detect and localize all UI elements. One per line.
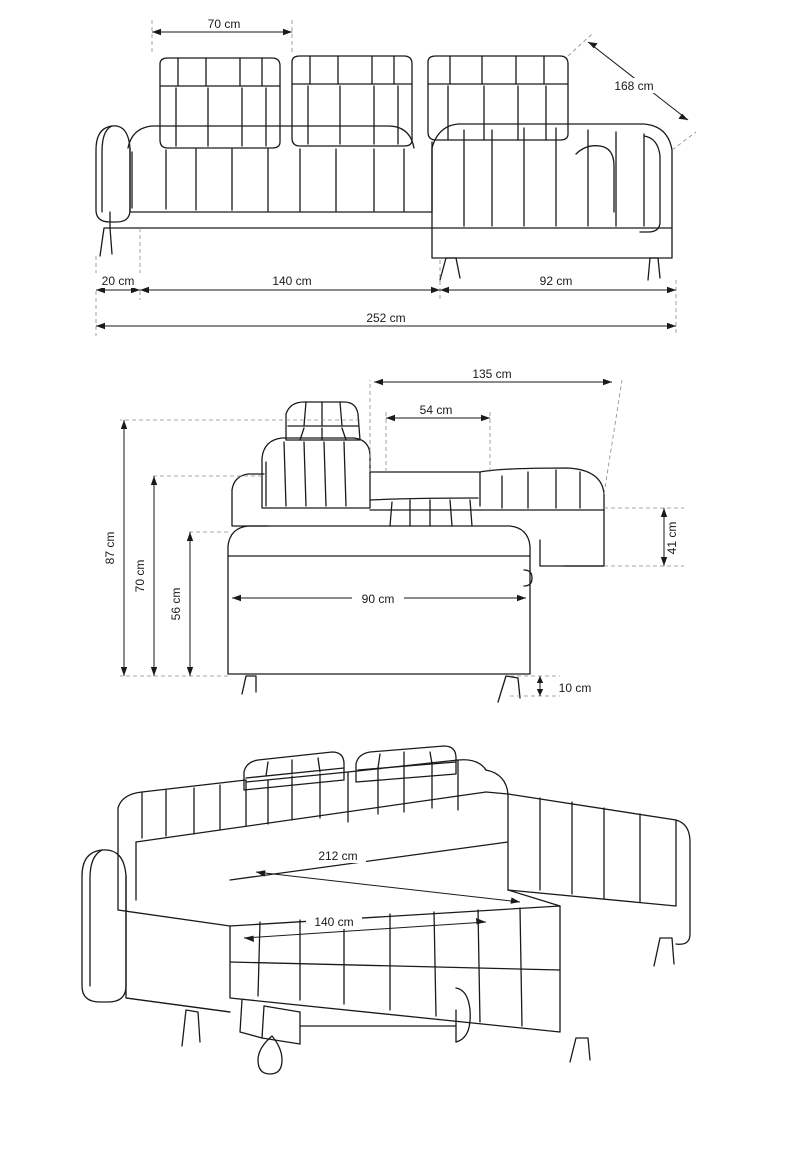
dim-side-backrest-height: 70 cm bbox=[133, 559, 147, 593]
front-view bbox=[0, 0, 800, 350]
dim-side-seat-depth: 54 cm bbox=[419, 403, 453, 417]
dim-side-seat-height: 56 cm bbox=[169, 587, 183, 621]
dim-side-chaise-height: 41 cm bbox=[665, 521, 679, 555]
dim-front-chaise-width: 92 cm bbox=[539, 274, 573, 288]
dim-front-total-width: 252 cm bbox=[366, 311, 406, 325]
side-view bbox=[0, 350, 800, 730]
dim-front-depth-chaise: 168 cm bbox=[614, 79, 654, 93]
dim-front-cushion-width: 70 cm bbox=[207, 17, 241, 31]
dim-side-body-depth: 90 cm bbox=[361, 592, 395, 606]
dim-front-seat-width: 140 cm bbox=[272, 274, 312, 288]
dim-bed-width: 140 cm bbox=[314, 915, 354, 929]
bed-view bbox=[0, 730, 800, 1150]
dim-bed-length: 212 cm bbox=[318, 849, 358, 863]
dim-side-total-height: 87 cm bbox=[103, 531, 117, 565]
dim-front-armrest-width: 20 cm bbox=[101, 274, 135, 288]
dim-side-chaise-depth: 135 cm bbox=[472, 367, 512, 381]
dim-side-leg-height: 10 cm bbox=[558, 681, 592, 695]
